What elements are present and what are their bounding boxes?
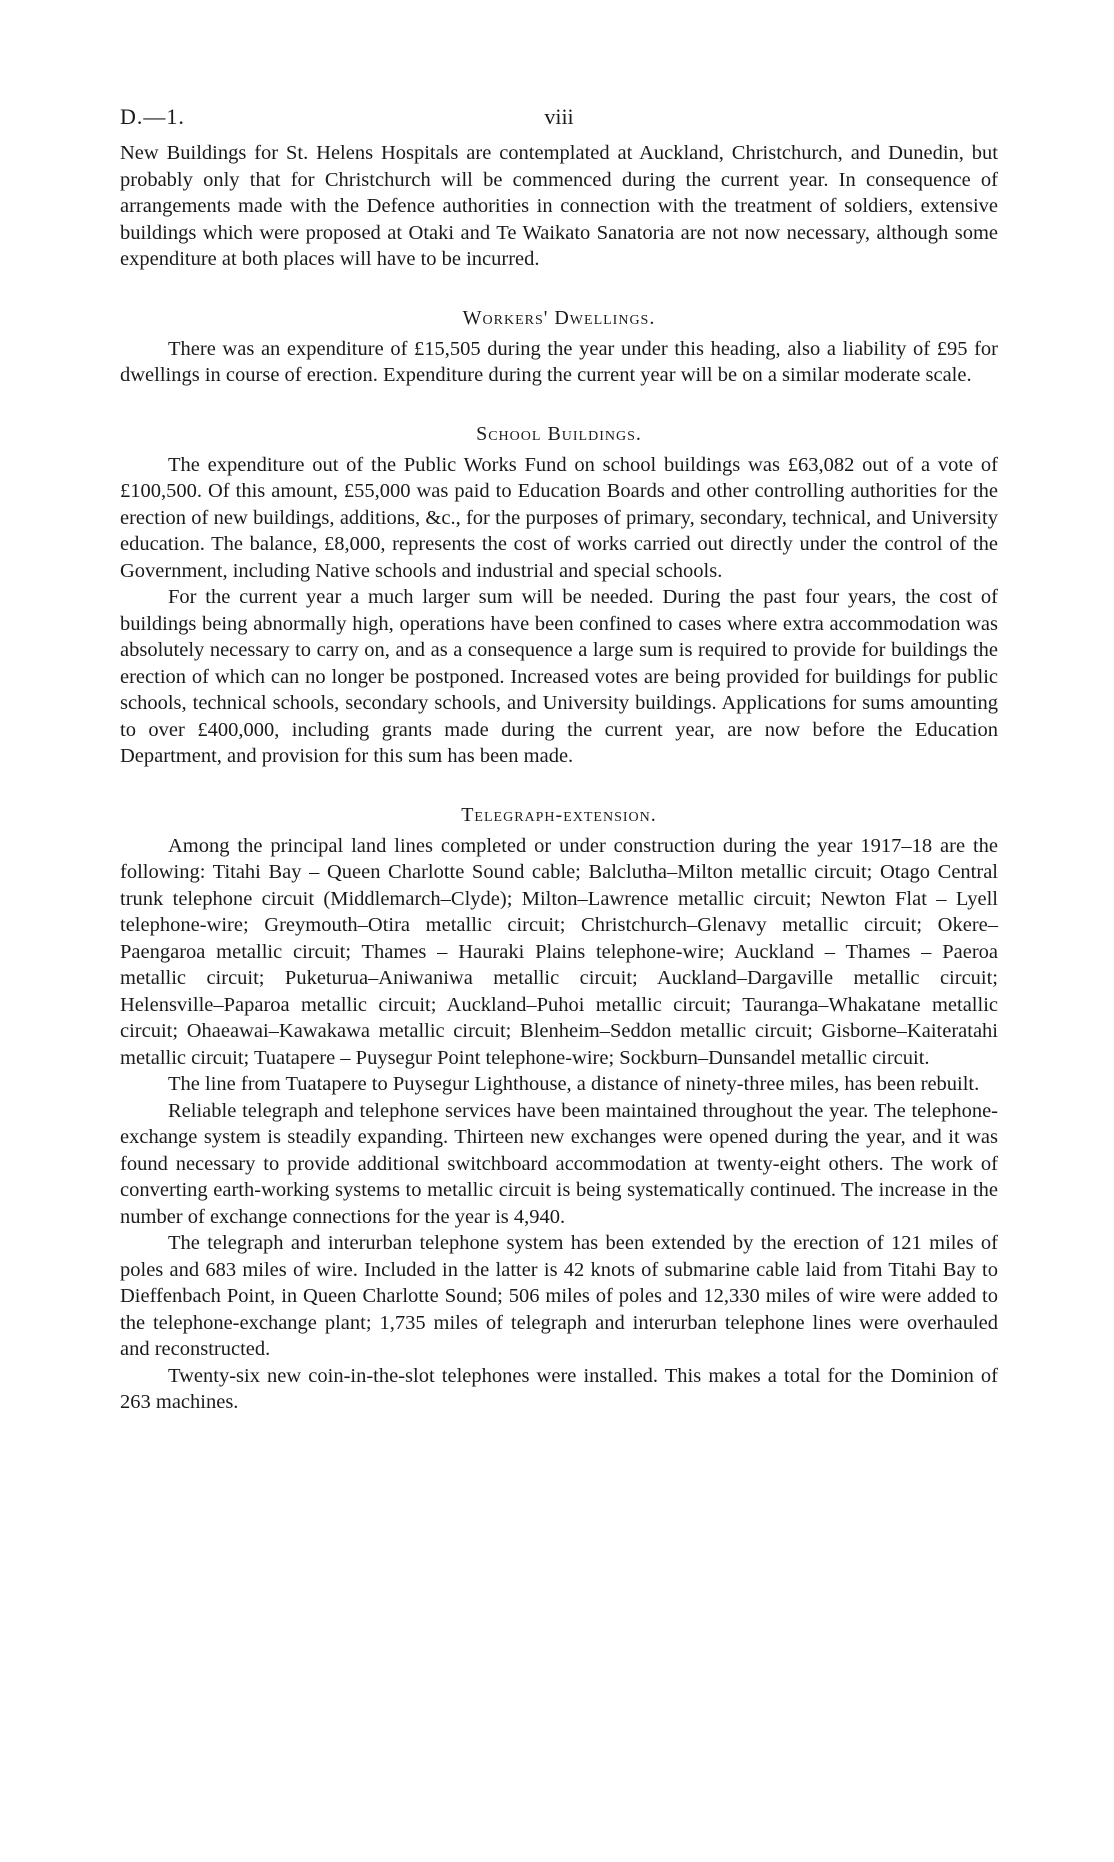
body-paragraph: Among the principal land lines completed or under construction during the year 1917–18 are the following: Titahi Bay – Queen Charlotte Sound cable; Balclutha–Milton metallic circuit; Otago Central trunk telephone circuit (Middlemarch–Clyde); Milton–Lawrence metallic circuit; Newton Flat – Lyell telephone-wire; Greymouth–Otira metallic circuit; Christchurch–Glenavy metallic circuit; Okere–Paengaroa metallic circuit; Thames – Hauraki Plains telephone-wire; Auckland – Thames – Paeroa metallic circuit; Puketurua–Aniwaniwa metallic circuit; Auckland–Dargaville metallic circuit; Helensville–Paparoa metallic circuit; Auckland–Puhoi metallic circuit; Tauranga–Whakatane metallic circuit; Ohaeawai–Kawakawa metallic circuit; Blenheim–Seddon metallic circuit; Gisborne–Kaiteratahi metallic circuit; Tuatapere – Puysegur Point telephone-wire; Sockburn–Dunsandel metallic circuit. (120, 834, 998, 1069)
body-paragraph: Reliable telegraph and telephone services have been maintained throughout the year. The telephone-exchange system is steadily expanding. Thirteen new exchanges were opened during the year, and it was found necessary to provide additional switchboard accommodation at twenty-eight others. The work of converting earth-working systems to metallic circuit is being systematically continued. The increase in the number of exchange connections for the year is 4,940. (120, 1099, 998, 1228)
section-workers-dwellings (120, 307, 998, 389)
section-heading: Workers' Dwellings. (462, 306, 656, 329)
body-paragraph: The telegraph and interurban telephone system has been extended by the erection of 121 miles of poles and 683 miles of wire. Included in the latter is 42 knots of submarine cable laid from Titahi Bay to Dieffenbach Point, in Queen Charlotte Sound; 506 miles of poles and 12,330 miles of wire were added to the telephone-exchange plant; 1,735 miles of telegraph and interurban telephone lines were overhauled and reconstructed. (120, 1232, 998, 1360)
section-school-buildings (120, 423, 998, 770)
section-heading: School Buildings. (476, 422, 642, 445)
body-paragraph: The line from Tuatapere to Puysegur Lighthouse, a distance of ninety-three miles, has been rebuilt. (168, 1073, 980, 1095)
running-header (120, 100, 998, 140)
page-number: viii (544, 104, 574, 129)
body-paragraph: For the current year a much larger sum will be needed. During the past four years, the cost of buildings being abnormally high, operations have been confined to cases where extra accommodation was absolutely necessary to carry on, and as a consequence a large sum is required to provide for buildings the erection of which can no longer be postponed. Increased votes are being provided for buildings for public schools, technical schools, secondary schools, and University buildings. Applications for sums amounting to over £400,000, including grants made during the current year, are now before the Education Department, and provision for this sum has been made. (120, 586, 998, 767)
section-heading: Telegraph-extension. (461, 803, 657, 826)
section-telegraph-extension (120, 804, 998, 1416)
intro-paragraph: New Buildings for St. Helens Hospitals are contemplated at Auckland, Christchurch, and Dunedin, but probably only that for Christchurch will be commenced during the current year. In consequence of arrangements made with the Defence authorities in connection with the treatment of soldiers, extensive buildings which were proposed at Otaki and Te Waikato Sanatoria are not now necessary, although some expenditure at both places will have to be incurred. (120, 142, 998, 270)
document-reference: D.—1. (120, 104, 185, 129)
body-paragraph: The expenditure out of the Public Works Fund on school buildings was £63,082 out of a vote of £100,500. Of this amount, £55,000 was paid to Education Boards and other controlling authorities for the erection of new buildings, additions, &c., for the purposes of primary, secondary, technical, and University education. The balance, £8,000, represents the cost of works carried out directly under the control of the Government, including Native schools and industrial and special schools. (120, 453, 998, 582)
document-page (120, 100, 998, 1416)
body-paragraph: Twenty-six new coin-in-the-slot telephones were installed. This makes a total for the Dominion of 263 machines. (120, 1364, 998, 1413)
body-paragraph: There was an expenditure of £15,505 during the year under this heading, also a liability of £95 for dwellings in course of erection. Expenditure during the current year will be on a similar moderate scale. (120, 337, 998, 386)
